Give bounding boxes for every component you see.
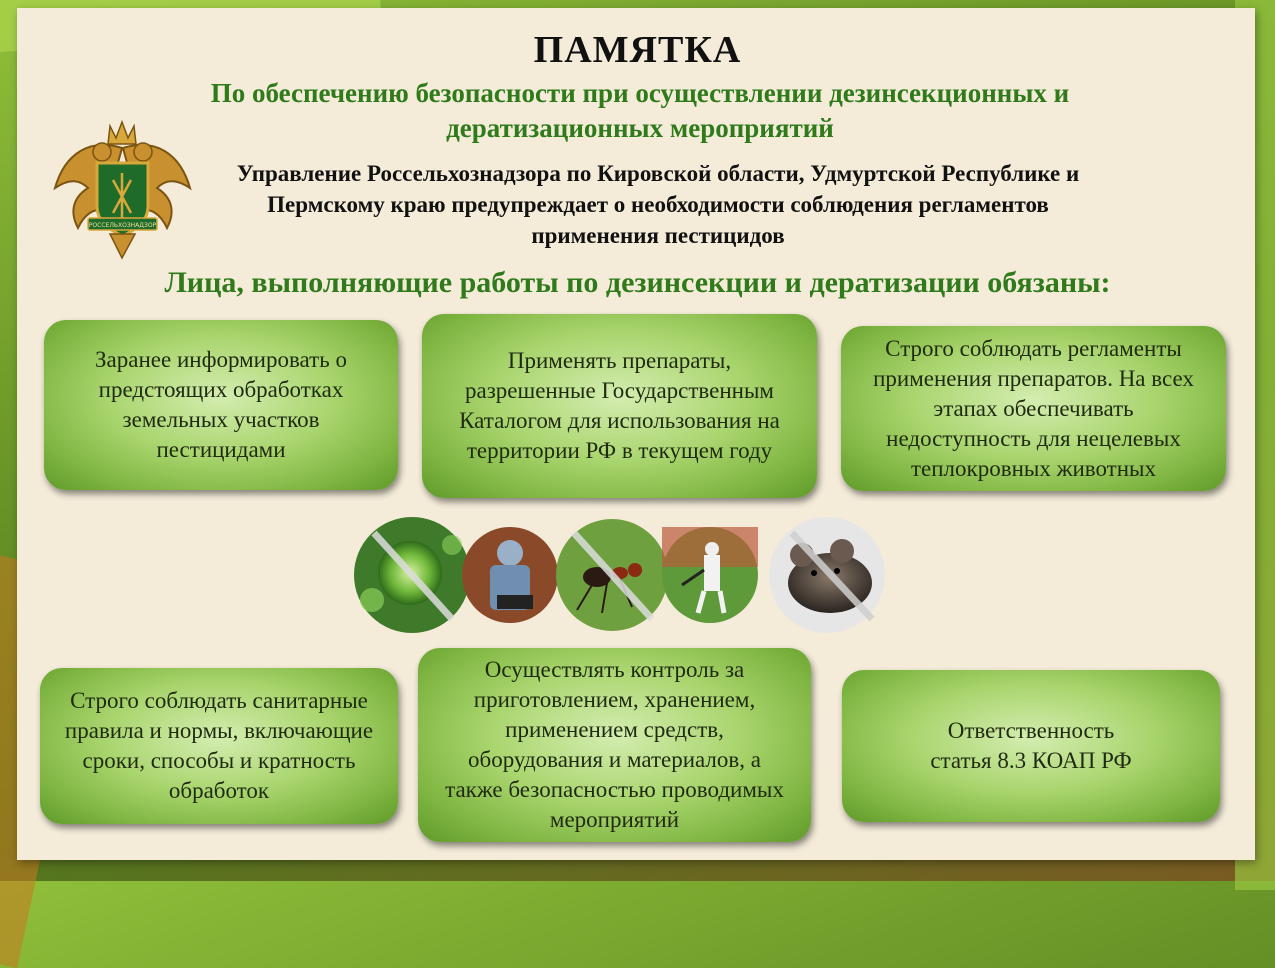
- duty-sanitary-box: [40, 668, 398, 824]
- sprayer-image: [662, 527, 758, 623]
- responsibility-title: Ответственность: [947, 718, 1115, 743]
- page-title: ПАМЯТКА: [533, 29, 742, 71]
- pest-images-strip: [352, 515, 892, 635]
- duty-control-box: [418, 648, 811, 842]
- emblem-text: РОССЕЛЬХОЗНАДЗОР: [88, 222, 157, 229]
- agency-notice: Управление Россельхознадзора по Кировской области, Удмуртской Республике и Пермскому краю предупреждает о необходимости соблюдения регламентов применения пестицидов: [236, 161, 1080, 248]
- ant-image: [556, 519, 668, 631]
- rat-image: [769, 517, 885, 633]
- duty-control-text: Осуществлять контроль за приготовлением, хранением, применением средств, оборудования и материалов, а также безопасностью проводимых мероприятий: [445, 657, 784, 832]
- responsibility-text: [930, 716, 1131, 776]
- duty-regulations-text: Строго соблюдать регламенты применения препаратов. На всех этапах обеспечивать недоступность для нецелевых теплокровных животных: [873, 335, 1194, 481]
- duty-inform-box: [44, 320, 398, 490]
- disinfector-image: [462, 527, 558, 623]
- duty-approved-text: Применять препараты, разрешенные Государственным Каталогом для использования на территории РФ в текущем году: [459, 348, 780, 463]
- responsibility-article: статья 8.3 КОАП РФ: [930, 748, 1132, 773]
- duty-inform-text: Заранее информировать о предстоящих обработках земельных участков пестицидами: [95, 347, 347, 462]
- responsibility-box: [842, 670, 1220, 822]
- virus-image: [354, 517, 470, 633]
- section-heading: Лица, выполняющие работы по дезинсекции и дератизации обязаны:: [164, 266, 1111, 299]
- duty-sanitary-text: Строго соблюдать санитарные правила и нормы, включающие сроки, способы и кратность обработок: [64, 688, 374, 803]
- page-subtitle: По обеспечению безопасности при осуществлении дезинсекционных и дератизационных мероприятий: [210, 78, 1070, 143]
- duty-regulations-box: [841, 326, 1226, 491]
- eagle-emblem-icon: [50, 118, 195, 263]
- duty-approved-box: [422, 314, 817, 498]
